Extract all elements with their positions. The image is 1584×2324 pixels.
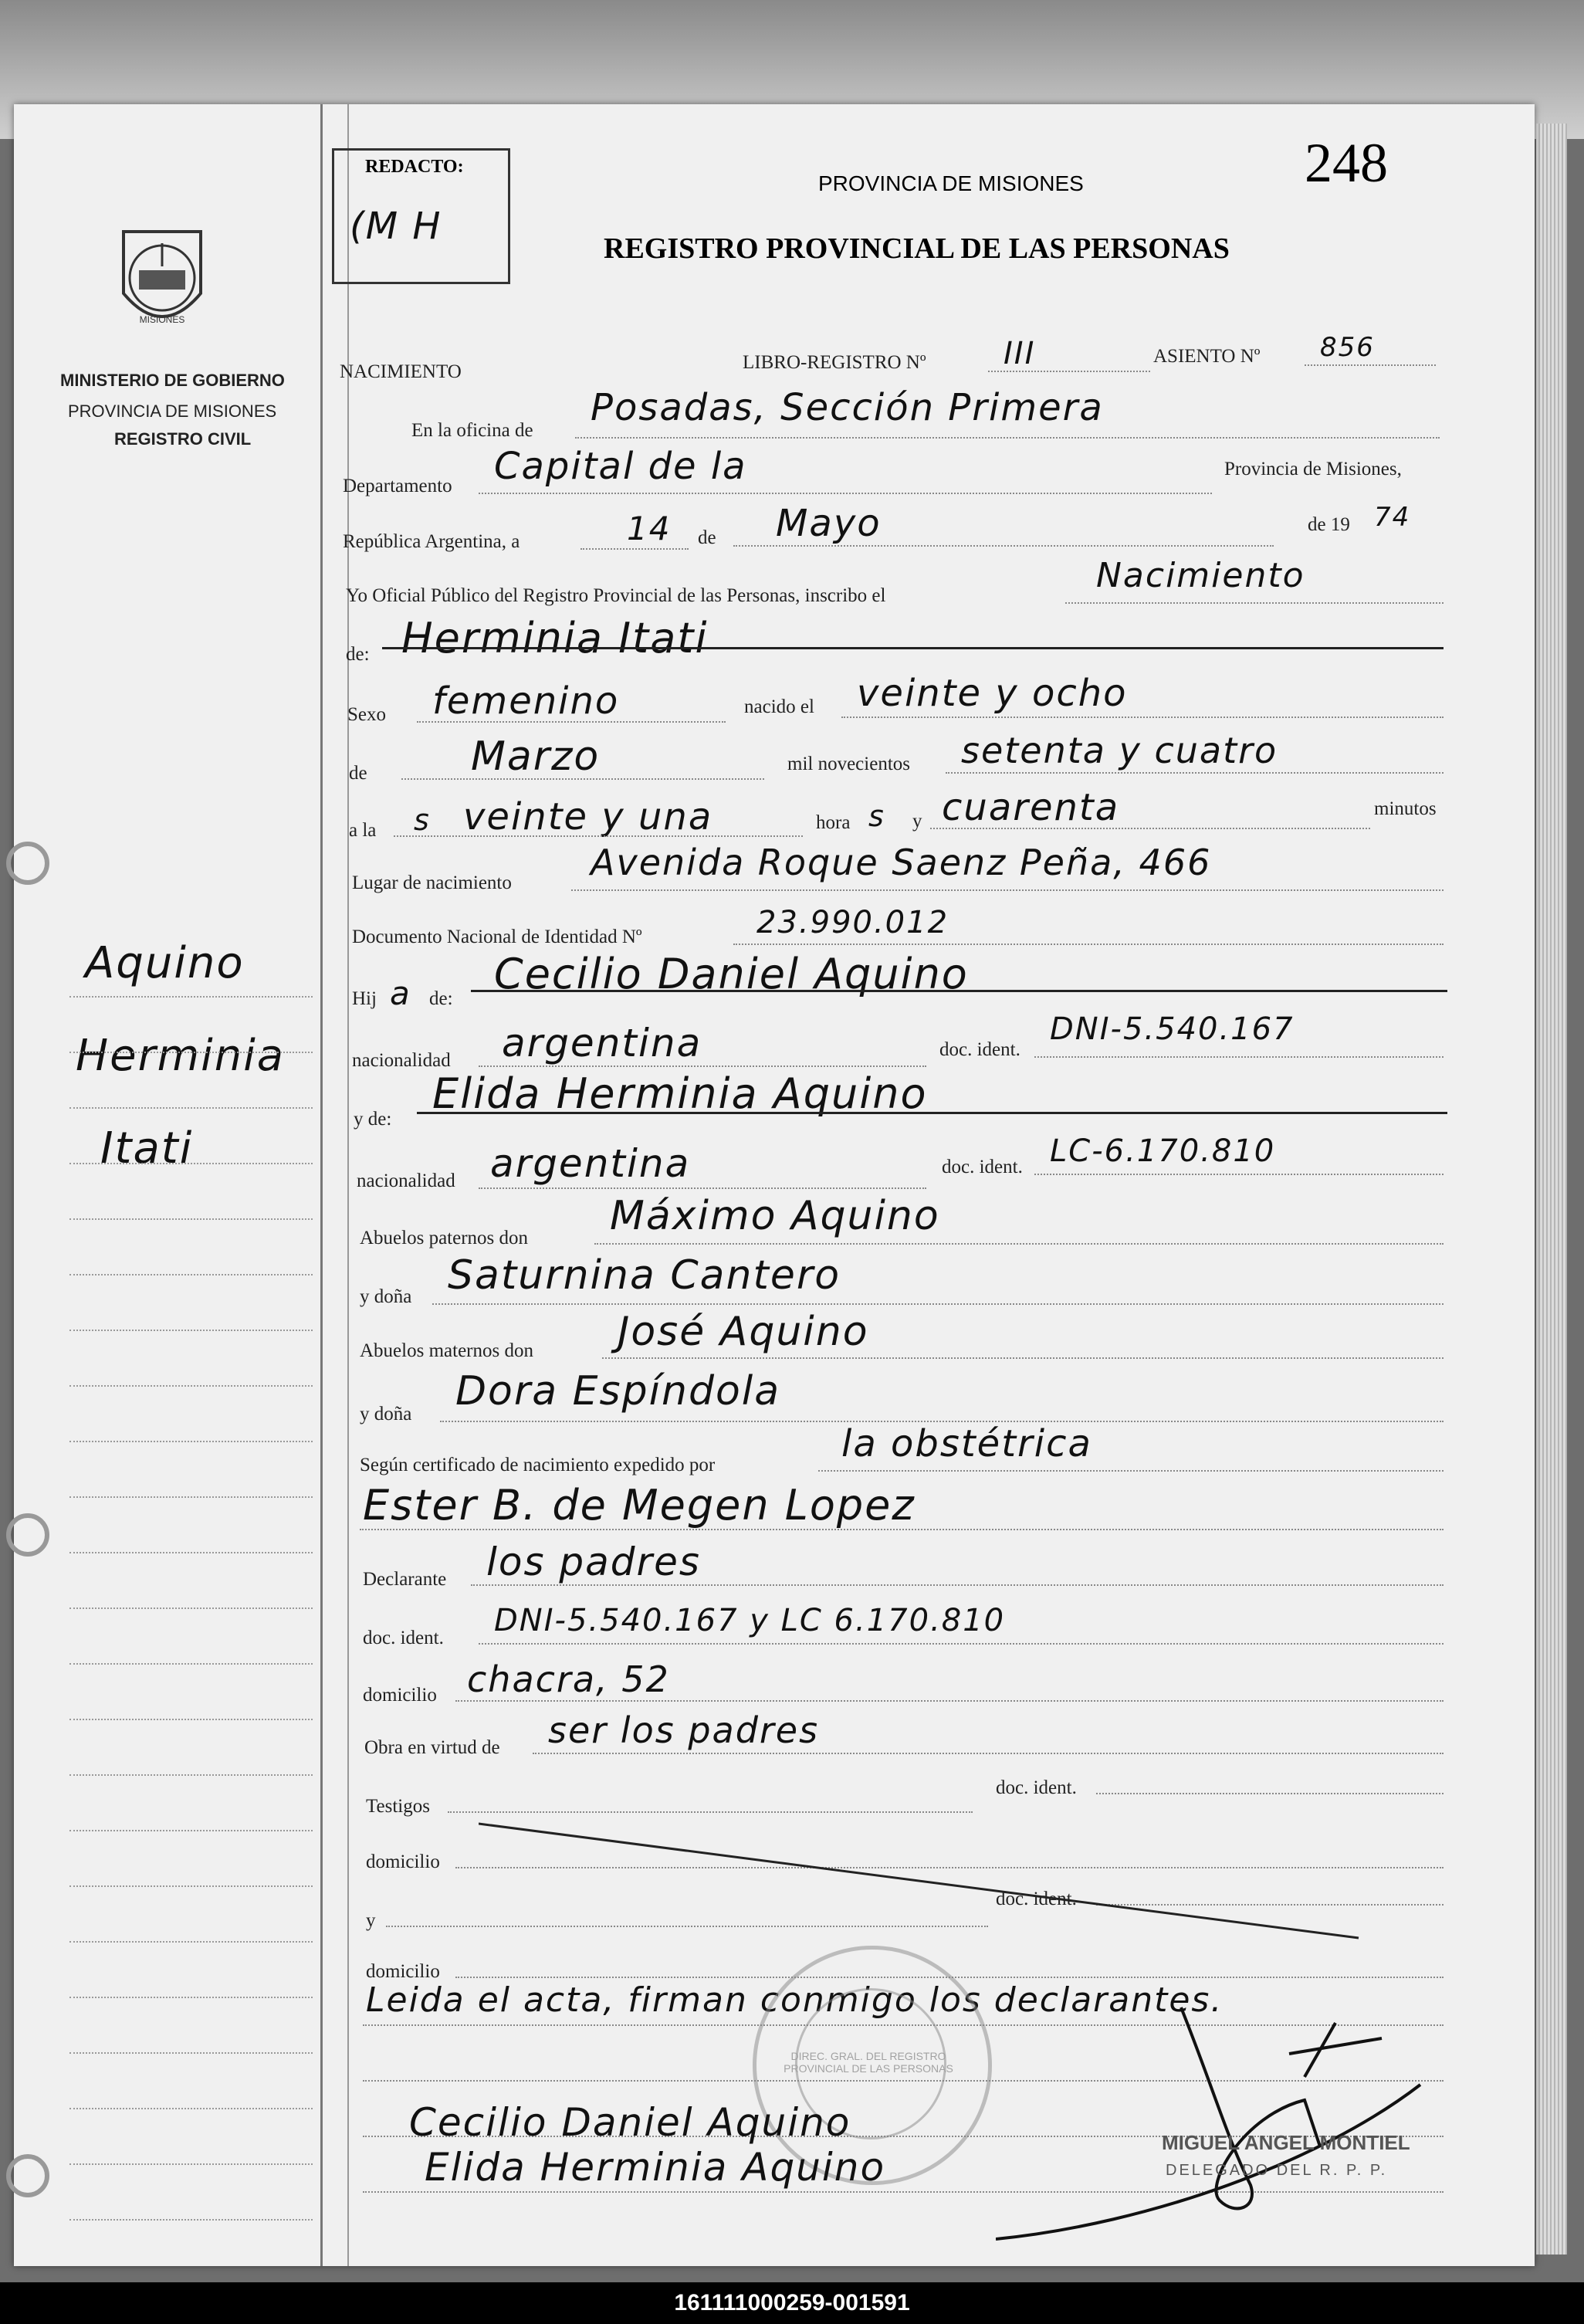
year-prefix: de 19 (1308, 514, 1350, 535)
de-label: de (698, 527, 716, 548)
mil-value: setenta y cuatro (961, 730, 1278, 771)
margin-ruled-line (69, 1052, 313, 1053)
margin-ruled-line (69, 2052, 313, 2054)
hij-a: a (390, 974, 411, 1012)
de3-label: de (349, 763, 367, 784)
testigos-strike-line (479, 1807, 1366, 1946)
testigo1-doc-line (1096, 1793, 1444, 1794)
dni-value: 23.990.012 (756, 905, 949, 940)
hij-de: de: (429, 988, 453, 1009)
margin-ruled-line (69, 1552, 313, 1553)
de2-label: de: (346, 644, 370, 665)
domicilio-line (455, 1700, 1444, 1702)
year-suffix: 74 (1374, 502, 1411, 533)
month-line (733, 545, 1274, 547)
obra-label: Obra en virtud de (364, 1737, 500, 1758)
month-value: Mayo (776, 502, 882, 545)
abuelos-paternos-label: Abuelos paternos don (360, 1228, 529, 1248)
record-type: NACIMIENTO (340, 361, 462, 382)
certificante: Ester B. de Megen Lopez (363, 1481, 916, 1530)
domicilio-value: chacra, 52 (467, 1658, 670, 1700)
testigo2-doc-label: doc. ident. (996, 1889, 1077, 1909)
father-underline (471, 990, 1447, 992)
dni-line (733, 943, 1444, 945)
page-number: 248 (1305, 132, 1388, 194)
binder-ring-icon (6, 1513, 49, 1557)
nacido-line (841, 717, 1444, 718)
republica-label: República Argentina, a (343, 531, 520, 552)
decl-doc-label: doc. ident. (363, 1628, 444, 1648)
paternal-grandmother-line (432, 1303, 1444, 1305)
mother-doc-line (1034, 1174, 1444, 1175)
abuelos-maternos-label: Abuelos maternos don (360, 1340, 533, 1361)
birth-month: Marzo (471, 733, 601, 780)
mother-doc-label: doc. ident. (942, 1157, 1023, 1177)
margin-ruled-line (69, 1107, 313, 1109)
paternal-grandmother: Saturnina Cantero (448, 1252, 841, 1299)
birth-month-line (401, 778, 764, 780)
margin-ruled-line (69, 1663, 313, 1665)
margin-ruled-line (69, 1441, 313, 1442)
testigos-label: Testigos (366, 1796, 430, 1817)
minutos-line (930, 828, 1370, 829)
margin-ruled-line (69, 1774, 313, 1776)
seal-text: MISIONES (139, 314, 185, 325)
asiento-value: 856 (1320, 332, 1375, 363)
asiento-line (1305, 364, 1436, 366)
margin-second-name: Itati (100, 1123, 194, 1174)
lugar-label: Lugar de nacimiento (352, 872, 512, 893)
obra-line (533, 1753, 1444, 1754)
minutos-value: cuarenta (942, 786, 1120, 829)
margin-ruled-line (69, 2108, 313, 2109)
mil-label: mil novecientos (787, 754, 910, 774)
declarante-line (471, 1584, 1444, 1586)
oficial-text: Yo Oficial Público del Registro Provincial de las Personas, inscribo el (346, 585, 886, 606)
child-name: Herminia Itati (401, 614, 709, 662)
decl-doc-value: DNI-5.540.167 y LC 6.170.810 (494, 1603, 1006, 1638)
official-name: MIGUEL ANGEL MONTIEL (1162, 2131, 1410, 2154)
testigo1-doc-label: doc. ident. (996, 1777, 1077, 1798)
oficina-value: Posadas, Sección Primera (591, 386, 1104, 429)
departamento-value: Capital de la (494, 445, 747, 488)
registry-label: REGISTRO CIVIL (114, 429, 252, 449)
margin-ruled-line (69, 1218, 313, 1220)
father-nationality: argentina (502, 1021, 702, 1065)
column-divider (347, 104, 349, 2266)
redacto-box (332, 148, 510, 284)
father-nationality-line (479, 1065, 926, 1067)
segun-label: Según certificado de nacimiento expedido por (360, 1455, 716, 1475)
leida-text: Leida el acta, firman conmigo los declarantes. (366, 1980, 1224, 2020)
margin-ruled-line (69, 1607, 313, 1609)
segun-line (818, 1470, 1444, 1472)
certificante-line (360, 1529, 1444, 1530)
ala-label: a la (349, 820, 377, 841)
binder-ring-icon (6, 842, 49, 885)
margin-ruled-line (69, 1885, 313, 1887)
day-line (580, 548, 689, 550)
paternal-grandfather: Máximo Aquino (610, 1193, 940, 1239)
footer-id: 161111000259-001591 (674, 2290, 910, 2316)
margin-ruled-line (69, 1997, 313, 1998)
mil-line (946, 772, 1444, 774)
hij-label: Hij (352, 988, 377, 1009)
margin-ruled-line (69, 2163, 313, 2165)
maternal-grandfather-line (602, 1357, 1444, 1359)
testigo1-domicilio-label: domicilio (366, 1851, 440, 1872)
libro-line (988, 371, 1150, 372)
name-underline (382, 647, 1444, 649)
y2-label: y (366, 1910, 376, 1931)
redacto-label: REDACTO: (365, 157, 464, 177)
signature-mother: Elida Herminia Aquino (425, 2145, 886, 2190)
mother-doc: LC-6.170.810 (1050, 1133, 1276, 1169)
margin-given-name: Herminia (76, 1031, 286, 1081)
footer-id-bar (0, 2282, 1584, 2324)
column-divider (320, 104, 323, 2266)
margin-ruled-line (69, 1163, 313, 1164)
sexo-line (417, 721, 726, 723)
father-nationality-label: nacionalidad (352, 1050, 451, 1071)
hora-line (394, 835, 803, 837)
minutos-label: minutos (1374, 798, 1437, 819)
mother-nationality-line (479, 1187, 926, 1189)
departamento-line (479, 493, 1212, 494)
margin-ruled-line (69, 1385, 313, 1387)
horas-label: hora (816, 812, 851, 833)
margin-ruled-line (69, 1274, 313, 1275)
oficial-value: Nacimiento (1096, 556, 1305, 595)
mother-nationality: argentina (490, 1141, 691, 1186)
sexo-value: femenino (432, 679, 620, 723)
oficial-line (1065, 602, 1444, 604)
ministry-label: MINISTERIO DE GOBIERNO (60, 371, 285, 390)
margin-ruled-line (69, 2219, 313, 2221)
ydona-maternal-label: y doña (360, 1404, 412, 1425)
nacido-value: veinte y ocho (857, 672, 1128, 715)
father-name: Cecilio Daniel Aquino (494, 950, 969, 998)
paternal-grandfather-line (594, 1243, 1444, 1245)
margin-ruled-line (69, 1830, 313, 1831)
provincial-seal-icon (108, 224, 216, 347)
lugar-line (571, 889, 1444, 891)
libro-value: III (1004, 336, 1036, 371)
signature-father: Cecilio Daniel Aquino (409, 2100, 851, 2145)
ydona-paternal-label: y doña (360, 1286, 412, 1307)
binder-ring-icon (6, 2154, 49, 2197)
province-label: PROVINCIA DE MISIONES (68, 401, 277, 421)
libro-label: LIBRO-REGISTRO Nº (743, 352, 926, 373)
asiento-label: ASIENTO Nº (1153, 346, 1261, 367)
mother-name: Elida Herminia Aquino (432, 1069, 928, 1118)
oficina-label: En la oficina de (411, 420, 533, 441)
segun-value: la obstétrica (841, 1422, 1092, 1465)
header-province: PROVINCIA DE MISIONES (818, 171, 1084, 195)
redacto-value: (M H (350, 205, 442, 248)
mother-underline (417, 1112, 1447, 1114)
departamento-label: Departamento (343, 476, 452, 496)
mother-nationality-label: nacionalidad (357, 1170, 455, 1191)
father-doc-label: doc. ident. (939, 1039, 1020, 1060)
margin-ruled-line (69, 1719, 313, 1720)
declarante-label: Declarante (363, 1569, 447, 1590)
ala-s: s (414, 803, 431, 837)
horas-s: s (868, 799, 885, 833)
decl-doc-line (479, 1643, 1444, 1645)
margin-ruled-line (69, 1496, 313, 1498)
sexo-label: Sexo (347, 704, 386, 725)
testigo2-domicilio-label: domicilio (366, 1961, 440, 1982)
document-title: REGISTRO PROVINCIAL DE LAS PERSONAS (604, 232, 1230, 265)
book-page-edges (1536, 124, 1567, 2255)
day-value: 14 (627, 510, 672, 547)
stamp-text: DIREC. GRAL. DEL REGISTRO PROVINCIAL DE LAS PERSONAS (784, 2050, 953, 2075)
lugar-value: Avenida Roque Saenz Peña, 466 (591, 842, 1212, 883)
father-doc: DNI-5.540.167 (1050, 1011, 1295, 1047)
official-role: DELEGADO DEL R. P. P. (1166, 2162, 1388, 2179)
dni-label: Documento Nacional de Identidad Nº (352, 927, 642, 947)
maternal-grandfather: José Aquino (618, 1309, 869, 1355)
father-doc-line (1034, 1056, 1444, 1058)
oficina-line (575, 437, 1440, 439)
y-label: y (912, 811, 922, 832)
hora-value: veinte y una (463, 795, 713, 838)
official-signature (996, 1992, 1428, 2247)
nacido-label: nacido el (744, 696, 814, 717)
obra-value: ser los padres (548, 1709, 820, 1751)
margin-ruled-line (69, 996, 313, 998)
declarante-value: los padres (486, 1540, 701, 1584)
yde-label: y de: (354, 1109, 392, 1130)
domicilio-label: domicilio (363, 1685, 437, 1706)
provincia-suffix: Provincia de Misiones, (1224, 459, 1402, 479)
margin-ruled-line (69, 1330, 313, 1331)
margin-ruled-line (69, 1941, 313, 1943)
margin-surname: Aquino (85, 938, 245, 988)
maternal-grandmother: Dora Espíndola (455, 1368, 781, 1414)
